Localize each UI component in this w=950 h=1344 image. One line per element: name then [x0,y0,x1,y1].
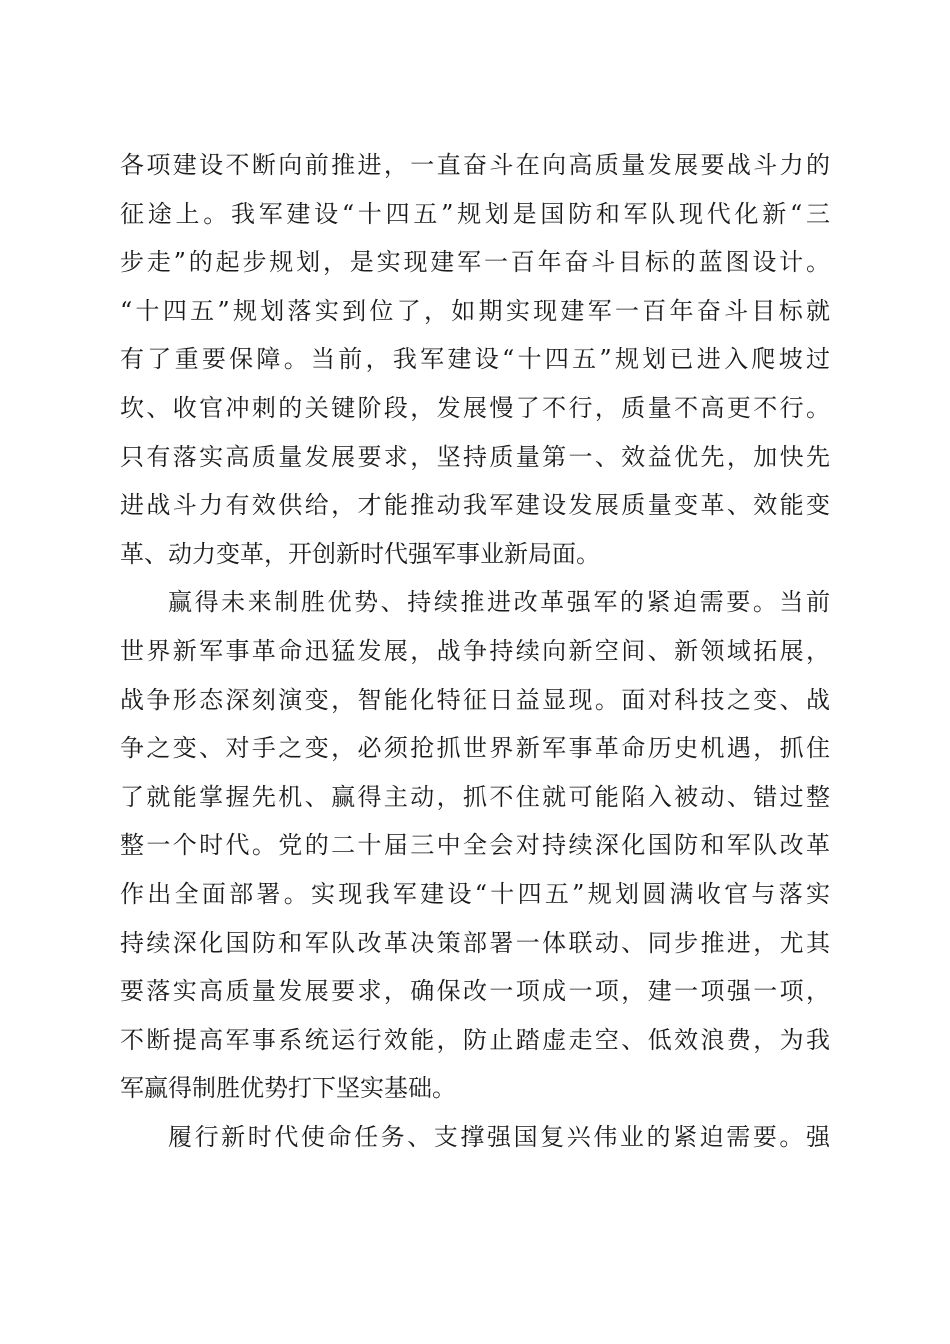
text-line: 各项建设不断向前推进，一直奋斗在向高质量发展要战斗力的 [120,151,830,179]
text-line: “十四五”规划落实到位了，如期实现建军一百年奋斗目标就 [120,296,830,325]
text-line: 战争形态深刻演变，智能化特征日益显现。面对科技之变、战 [120,685,830,714]
text-line: 只有落实高质量发展要求，坚持质量第一、效益优先，加快先 [120,442,830,471]
text-line: 争之变、对手之变，必须抢抓世界新军事革命历史机遇，抓住 [120,734,830,763]
paragraph-first-line: 赢得未来制胜优势、持续推进改革强军的紧迫需要。当前 [168,588,830,617]
text-line: 作出全面部署。实现我军建设“十四五”规划圆满收官与落实 [120,879,830,908]
text-line: 革、动力变革，开创新时代强军事业新局面。 [120,539,600,568]
text-line: 要落实高质量发展要求，确保改一项成一项，建一项强一项， [120,977,830,1006]
text-line: 有了重要保障。当前，我军建设“十四五”规划已进入爬坡过 [120,345,830,374]
text-line: 坎、收官冲刺的关键阶段，发展慢了不行，质量不高更不行。 [120,393,830,422]
text-line: 军赢得制胜优势打下坚实基础。 [120,1074,456,1103]
text-line: 不断提高军事系统运行效能，防止踏虚走空、低效浪费，为我 [120,1025,830,1054]
text-line: 持续深化国防和军队改革决策部署一体联动、同步推进，尤其 [120,928,830,957]
text-line: 整一个时代。党的二十届三中全会对持续深化国防和军队改革 [120,831,830,860]
text-line: 世界新军事革命迅猛发展，战争持续向新空间、新领域拓展， [120,636,830,665]
text-line: 了就能掌握先机、赢得主动，抓不住就可能陷入被动、错过整 [120,782,830,811]
text-line: 进战斗力有效供给，才能推动我军建设发展质量变革、效能变 [120,491,830,520]
text-line: 征途上。我军建设“十四五”规划是国防和军队现代化新“三 [120,199,830,228]
paragraph-first-line: 履行新时代使命任务、支撑强国复兴伟业的紧迫需要。强 [168,1122,830,1151]
body-text [120,141,830,1161]
text-line: 步走”的起步规划，是实现建军一百年奋斗目标的蓝图设计。 [120,248,830,277]
